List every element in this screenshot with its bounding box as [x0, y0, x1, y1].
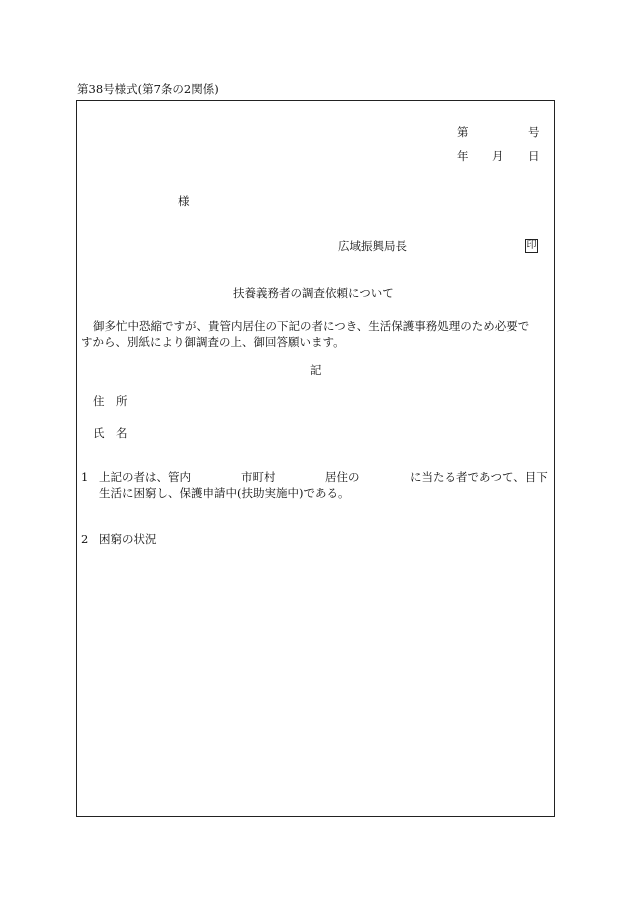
item-1-municipality: 市町村 — [241, 470, 276, 484]
sender-title: 広域振興局長 — [338, 239, 407, 253]
item-1-residence: 居住の — [325, 470, 360, 484]
item-2-number: 2 — [81, 532, 89, 546]
item-2-label: 困窮の状況 — [99, 532, 157, 546]
form-caption: 第38号様式(第7条の2関係) — [77, 82, 219, 96]
item-1-line-2: 生活に困窮し、保護申請中(扶助実施中)である。 — [99, 486, 350, 500]
doc-number-dai: 第 — [457, 125, 469, 139]
ki-heading: 記 — [310, 363, 322, 377]
addressee-sama: 様 — [178, 194, 190, 208]
field-address: 住 所 — [93, 394, 128, 408]
form-frame — [76, 100, 555, 817]
item-1-intro: 上記の者は、管内 — [99, 470, 191, 484]
date-year: 年 — [457, 149, 469, 163]
field-name: 氏 名 — [93, 426, 128, 440]
body-line-1: 御多忙中恐縮ですが、貴管内居住の下記の者につき、生活保護事務処理のため必要で — [93, 319, 530, 333]
seal-mark: 印 — [526, 240, 537, 251]
date-day: 日 — [528, 149, 540, 163]
body-line-2: すから、別紙により御調査の上、御回答願います。 — [81, 335, 345, 349]
body-paragraph — [81, 318, 551, 350]
doc-number-go: 号 — [528, 125, 540, 139]
date-month: 月 — [492, 149, 504, 163]
item-1-relation: に当たる者であつて、目下 — [410, 470, 548, 484]
document-subject: 扶養義務者の調査依頼について — [233, 286, 394, 300]
item-1-number: 1 — [81, 470, 89, 484]
